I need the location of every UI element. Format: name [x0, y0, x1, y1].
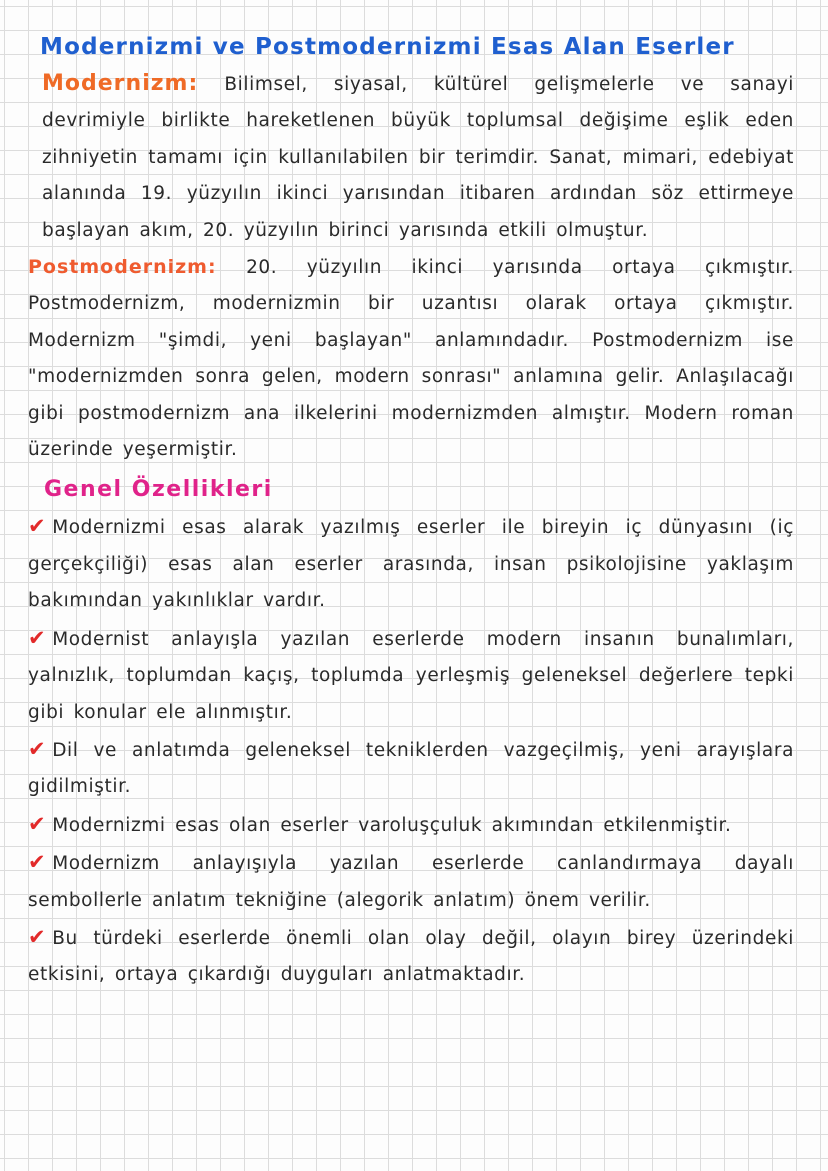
postmodernizm-term: Postmodernizm: [28, 256, 217, 279]
list-item-text: Dil ve anlatımda geleneksel tekniklerden vazgeçilmiş, yeni arayışlara gidilmiştir. [28, 739, 794, 798]
section-heading-general: Genel Özellikleri [44, 477, 273, 503]
postmodernizm-definition: 20. yüzyılın ikinci yarısında ortaya çıkmıştır. Postmodernizm, modernizmin bir uzantısı olarak ortaya çıkmıştır. Modernizm "şimdi, yeni başlayan" anlamındadır. Postmodernizm ise "modernizmden sonra gelen, modern sonrası" anlamına gelir. Anlaşılacağı gibi postmodernizm ana ilkelerini modernizmden almıştır. Modern roman üzerinde yeşermiştir. [28, 257, 794, 461]
list-item [28, 806, 794, 844]
list-item-text: Bu türdeki eserlerde önemli olan olay değil, olayın birey üzerindeki etkisini, ortaya çıkardığı duyguları anlatmaktadır. [28, 927, 794, 986]
check-icon: ✔ [28, 850, 47, 875]
list-item-text: Modernizmi esas olan eserler varoluşçuluk akımından etkilenmiştir. [52, 814, 732, 836]
postmodernizm-paragraph [28, 249, 794, 468]
check-icon: ✔ [28, 625, 47, 650]
check-icon: ✔ [28, 514, 47, 539]
list-item-text: Modernist anlayışla yazılan eserlerde modern insanın bunalımları, yalnızlık, toplumdan kaçış, toplumda yerleşmiş geleneksel değerlere tepki gibi konular ele alınmıştır. [28, 628, 794, 723]
list-item [28, 731, 794, 806]
feature-list [28, 508, 794, 993]
modernizm-paragraph [28, 66, 794, 249]
check-icon: ✔ [28, 736, 47, 761]
list-item [28, 919, 794, 994]
modernizm-definition: Bilimsel, siyasal, kültürel gelişmelerle ve sanayi devrimiyle birlikte hareketlenen büyük toplumsal değişime eşlik eden zihniyetin tamamı için kullanılabilen bir terimdir. Sanat, mimari, edebiyat alanında 19. yüzyılın ikinci yarısından itibaren ardından söz ettirmeye başlayan akım, 20. yüzyılın birinci yarısında etkili olmuştur. [42, 74, 794, 241]
list-item [28, 844, 794, 919]
modernizm-term: Modernizm: [42, 71, 199, 96]
check-icon: ✔ [28, 811, 47, 836]
page-title: Modernizmi ve Postmodernizmi Esas Alan Eserler [40, 34, 735, 60]
list-item [28, 620, 794, 731]
list-item [28, 508, 794, 619]
list-item-text: Modernizm anlayışıyla yazılan eserlerde canlandırmaya dayalı sembollerle anlatım tekniğine (alegorik anlatım) önem verilir. [28, 853, 794, 911]
check-icon: ✔ [28, 924, 47, 949]
list-item-text: Modernizmi esas alarak yazılmış eserler ile bireyin iç dünyasını (iç gerçekçiliği) esas alan eserler arasında, insan psikolojisine yaklaşım bakımından yakınlıklar vardır. [28, 517, 794, 612]
